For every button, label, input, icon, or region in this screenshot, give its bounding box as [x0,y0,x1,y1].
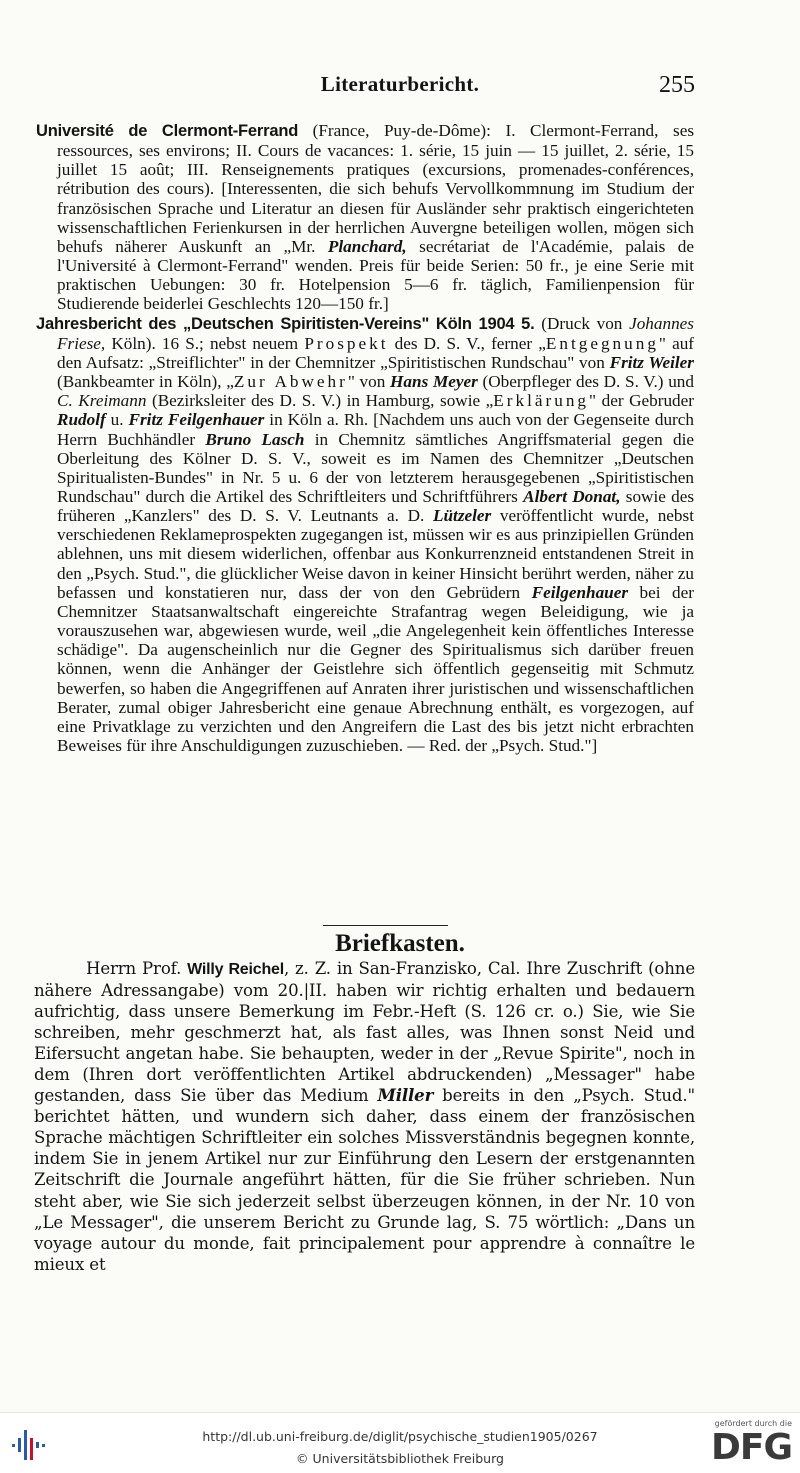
spaced-term: Entgegnung [545,333,659,353]
entry-jahresbericht [36,314,694,756]
person-name: Planchard, [327,236,407,256]
spaced-term: Erklärung [493,391,590,411]
entry-text: in Köln a. Rh. [Nachdem uns auch von der Gegenseite durch Herrn Buchhändler [57,410,695,449]
letter-paragraph [34,958,695,1275]
person-name: Hans Meyer [390,372,478,392]
person-name: Rudolf [57,410,106,430]
entry-text: (Oberpfleger des D. S. V.) und [477,372,694,392]
letter-text: bereits in den „Psych. Stud." berichtet hätten, und wundern sich daher, dass einem der französischen Sprache mächtigen Schriftleiter ein solches Missverständnis begegnen konnte, indem Sie in jenem Artikel nur zur Einführung den Lesern der erstgenannten Zeitschrift die Journale angeführt hätten, für die Sie früher schrieben. Nun steht aber, wie Sie sich jederzeit selbst überzeugen können, in der Nr. 10 von „Le Messager", die unserem Bericht zu Grunde lag, S. 75 wörtlich: „Dans un voyage autour du monde, fait principalement pour apprendre à connaître le mieux et [34,1086,696,1274]
entry-text: veröffentlicht wurde, nebst verschiedenen Reklameprospekten zugegangen ist, müssen wir es aus prinzipiellen Gründen ablehnen, uns mit diesem widerlichen, offenbar aus Konkurrenzneid entstandenen Streit in den „Psych. Stud.", die glücklicher Weise davon in keiner Hinsicht berührt werden, näher zu befassen und konstatieren nur, dass der von den Gebrüdern [57,506,694,602]
copyright-notice: © Universitätsbibliothek Freiburg [296,1451,504,1466]
person-name: Albert Donat, [523,486,621,506]
person-name: Bruno Lasch [205,429,305,449]
dfg-wordmark: DFG [710,1427,792,1468]
section-divider [323,925,448,926]
running-title: Literaturbericht. [320,72,480,96]
literature-entries [36,121,694,755]
person-name: Miller [377,1085,434,1106]
running-head [0,72,800,102]
entry-heading: Jahresbericht des „Deutschen Spiritisten-Vereins" Köln 1904 5. [36,314,535,333]
permalink-url[interactable]: http://dl.ub.uni-freiburg.de/diglit/psychische_studien1905/0267 [202,1429,598,1444]
entry-text: bei der Chemnitzer Staatsanwaltschaft eingereichte Strafantrag wegen Beleidigung, wie ja vorauszusehen war, abgewiesen wurde, weil „die Angelegenheit kein öffentliches Interesse schädige". Da augenscheinlich nur die Gegner des Spiritualismus sich darüber freuen können, wenn die Anhänger der Geistlehre sich öffentlich gegenseitig mit Schmutz bewerfen, so haben die Angegriffenen auf Anraten ihrer juristischen und wissenschaftlichen Berater, zumal obiger Jahresbericht eine genaue Abrechnung enthält, es vorgezogen, auf eine Privatklage zu verzichten und den Angreifern die Last des bis jetzt nicht erbrachten Beweises für ihre Anschuldigungen zuzuschieben. — Red. der „Psych. Stud."] [57,582,695,755]
letter-text: , z. Z. in San-Franzisko, Cal. Ihre Zuschrift (ohne nähere Adressangabe) vom 20.|II. haben wir richtig erhalten und bedauern aufrichtig, dass unsere Bemerkung im Febr.-Heft (S. 126 cr. o.) Sie, wie Sie schreiben, mehr geschmerzt hat, als fast alles, was Ihnen sonst Neid und Eifersucht angetan habe. Sie behaupten, weder in der „Revue Spirite", noch in dem (Ihren dort veröffentlichten Artikel abdruckenden) „Messager" habe gestanden, dass Sie über das Medium [34,959,695,1106]
page-number: 255 [659,72,695,98]
entry-text: (Bezirksleiter des D. S. V.) in Hamburg, sowie „ [146,391,494,411]
letter-text: Herrn Prof. [86,959,188,978]
entry-heading: Université de Clermont-Ferrand [36,122,299,140]
person-name: C. Kreimann [57,391,147,411]
person-name: Johannes Friese, [57,313,694,353]
letter-body [34,958,695,1275]
entry-text: (Bankbeamter in Köln), „ [57,372,234,392]
person-name: Fritz Weiler [609,352,694,372]
entry-text: in Chemnitz sämtliches Angriffsmaterial gegen die Oberleitung des Kölner D. S. V., soweit es im Namen des Chemnitzer „Deutschen Spiritualisten-Bundes" in Nr. 5 u. 6 der von letzterem herausgegebenen „Spiritistischen Rundschau" durch die Artikel des Schriftleiters und Schriftführers [57,429,694,506]
entry-text: sowie des früheren „Kanzlers" des D. S. V. Leutnants a. D. [57,486,695,526]
dfg-caption: gefördert durch die [714,1419,792,1428]
person-name: Lützeler [432,506,492,526]
spaced-term: Zur Abwehr [233,372,348,392]
dfg-logo [708,1419,792,1471]
entry-text: (Druck von [534,313,630,333]
entry-text: u. [105,410,129,430]
entry-text: " der Gebruder [589,391,694,411]
person-name: Feilgenhauer [531,582,629,602]
entry-text: " auf den Aufsatz: „Streiflichter" in der Chemnitzer „Spiritistischen Rundschau" von [57,333,695,372]
person-name: Fritz Feilgenhauer [128,410,265,430]
entry-text: des D. S. V., ferner „ [388,333,546,353]
entry-text: " von [347,372,391,392]
spaced-term: Prospekt [304,333,389,353]
entry-text: secrétariat de l'Académie, palais de l'Université à Clermont-Ferrand" wenden. Preis für beide Serien: 50 fr., je eine Serie mit praktischen Uebungen: 30 fr. Hotelpension 5—6 fr. täglich, Familienpension für Studierende beiderlei Geschlechts 120—150 fr.] [57,236,694,314]
section-title: Briefkasten. [335,930,465,957]
viewer-footer [0,1412,800,1473]
entry-text: Köln). 16 S.; nebst neuem [105,333,305,353]
person-name: Willy Reichel [187,961,284,978]
entry-text: (France, Puy-de-Dôme): I. Clermont-Ferrand, ses ressources, ses environs; II. Cours de vacances: 1. série, 15 juin — 15 juillet, 2. série, 15 juillet 15 août; III. Renseignements pratiques (excursions, promenades-conférences, rétribution des cours). [Interessenten, die sich behufs Vervollkommnung im Studium der französischen Sprache und Literatur an diesen für Ausländer sehr praktisch eingerichteten wissenschaftlichen Ferienkursen in der herrlichen Auvergne beteiligen wollen, mögen sich behufs näherer Auskunft an „Mr. [57,121,695,256]
entry-clermont [36,121,694,314]
